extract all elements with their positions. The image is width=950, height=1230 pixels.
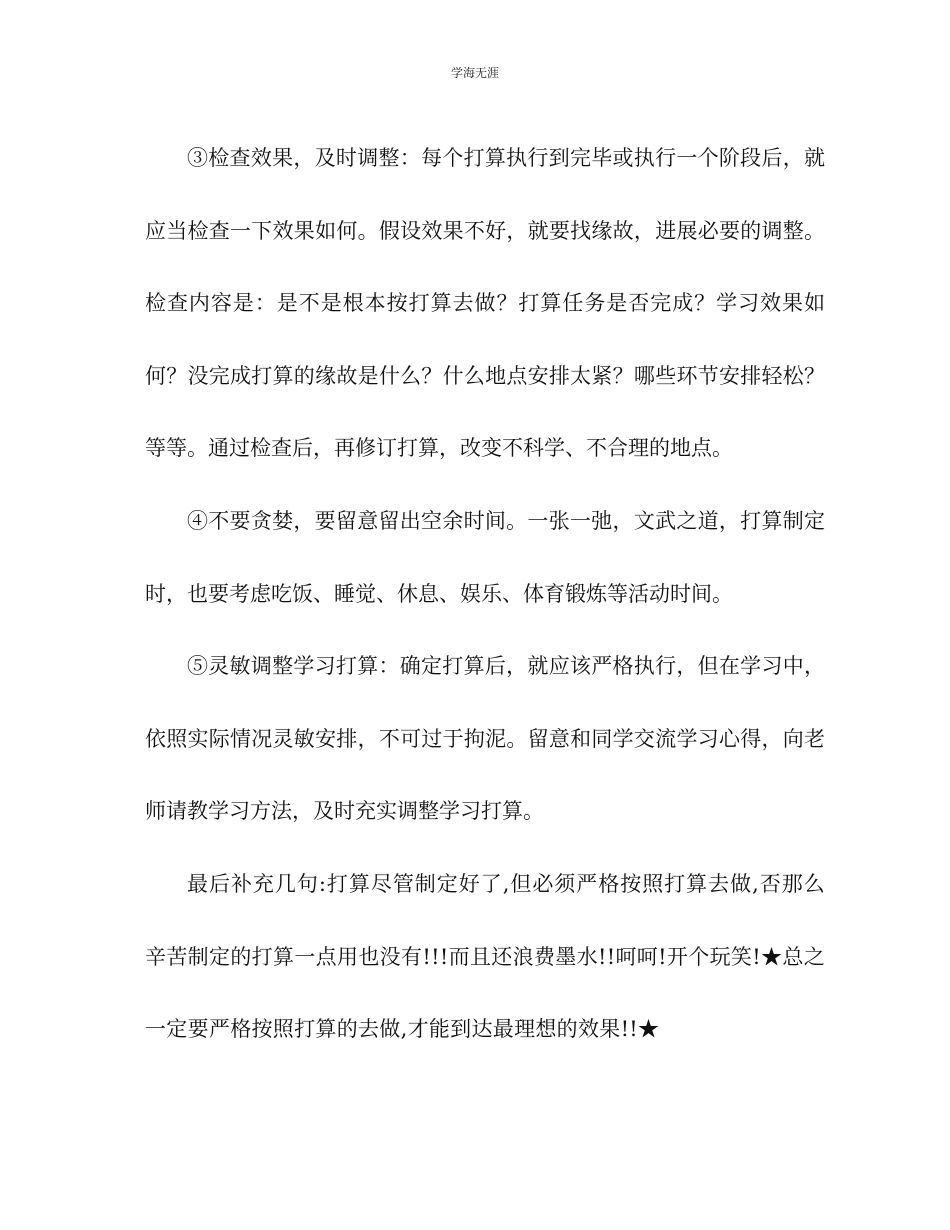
paragraph-spare-time: ④不要贪婪，要留意留出空余时间。一张一弛，文武之道，打算制定时，也要考虑吃饭、睡觉、休息、娱乐、体育锻炼等活动时间。 [145, 508, 825, 606]
paragraph-check-effect: ③检查效果，及时调整：每个打算执行到完毕或执行一个阶段后，就应当检查一下效果如何。假设效果不好，就要找缘故，进展必要的调整。检查内容是：是不是根本按打算去做？打算任务是否完成？学习效果如何？没完成打算的缘故是什么？什么地点安排太紧？哪些环节安排轻松？等等。通过检查后，再修订打算，改变不科学、不合理的地点。 [145, 146, 825, 461]
paragraph-flexible-adjust: ⑤灵敏调整学习打算：确定打算后，就应该严格执行，但在学习中，依照实际情况灵敏安排，不可过于拘泥。留意和同学交流学习心得，向老师请教学习方法，及时充实调整学习打算。 [145, 654, 825, 824]
paragraph-final-note: 最后补充几句:打算尽管制定好了,但必须严格按照打算去做,否那么辛苦制定的打算一点用也没有!!!而且还浪费墨水!!呵呵!开个玩笑!★总之一定要严格按照打算的去做,才能到达最理想的效果!!★ [145, 871, 825, 1042]
document-body [145, 122, 825, 1066]
page-header: 学海无涯 [450, 66, 499, 80]
